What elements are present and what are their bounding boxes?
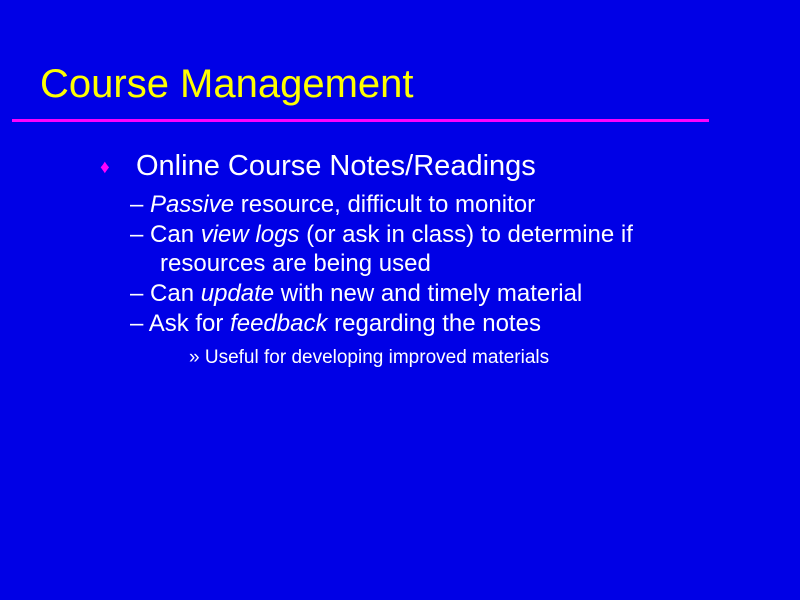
dash-bullet-icon: – xyxy=(130,280,151,307)
dash-bullet-icon: – xyxy=(130,191,151,218)
slide-body xyxy=(0,148,800,370)
page-title: Course Management xyxy=(40,62,414,106)
title-divider xyxy=(12,119,709,122)
list-item-label: Online Course Notes/Readings xyxy=(136,150,536,182)
list-item-text-emphasis: feedback xyxy=(230,310,328,337)
list-item-text-pre: Can xyxy=(150,280,201,307)
list-item xyxy=(0,309,800,338)
list-item xyxy=(0,190,800,219)
double-angle-bullet-icon: » xyxy=(189,347,205,368)
list-item xyxy=(0,148,800,184)
list-item-text-pre: Can xyxy=(150,221,201,248)
list-item-text-pre: Ask for xyxy=(148,310,231,337)
list-item-text-post: with new and timely material xyxy=(274,280,583,307)
list-item-text-emphasis: Passive xyxy=(150,191,235,218)
dash-bullet-icon: – xyxy=(130,310,149,337)
list-item-label: Useful for developing improved materials xyxy=(204,347,550,368)
list-item-text-post: regarding the notes xyxy=(327,310,541,337)
list-item-text-emphasis: view logs xyxy=(200,221,300,248)
list-item xyxy=(0,220,800,278)
list-item xyxy=(0,279,800,308)
diamond-bullet-icon: ♦ xyxy=(100,157,110,178)
list-item-text-post: resource, difficult to monitor xyxy=(234,191,536,218)
list-item xyxy=(0,346,800,370)
list-item-text-emphasis: update xyxy=(200,280,275,307)
list-item-text-post: (or ask in class) to determine if resources are being used xyxy=(160,221,633,277)
dash-bullet-icon: – xyxy=(130,221,151,248)
